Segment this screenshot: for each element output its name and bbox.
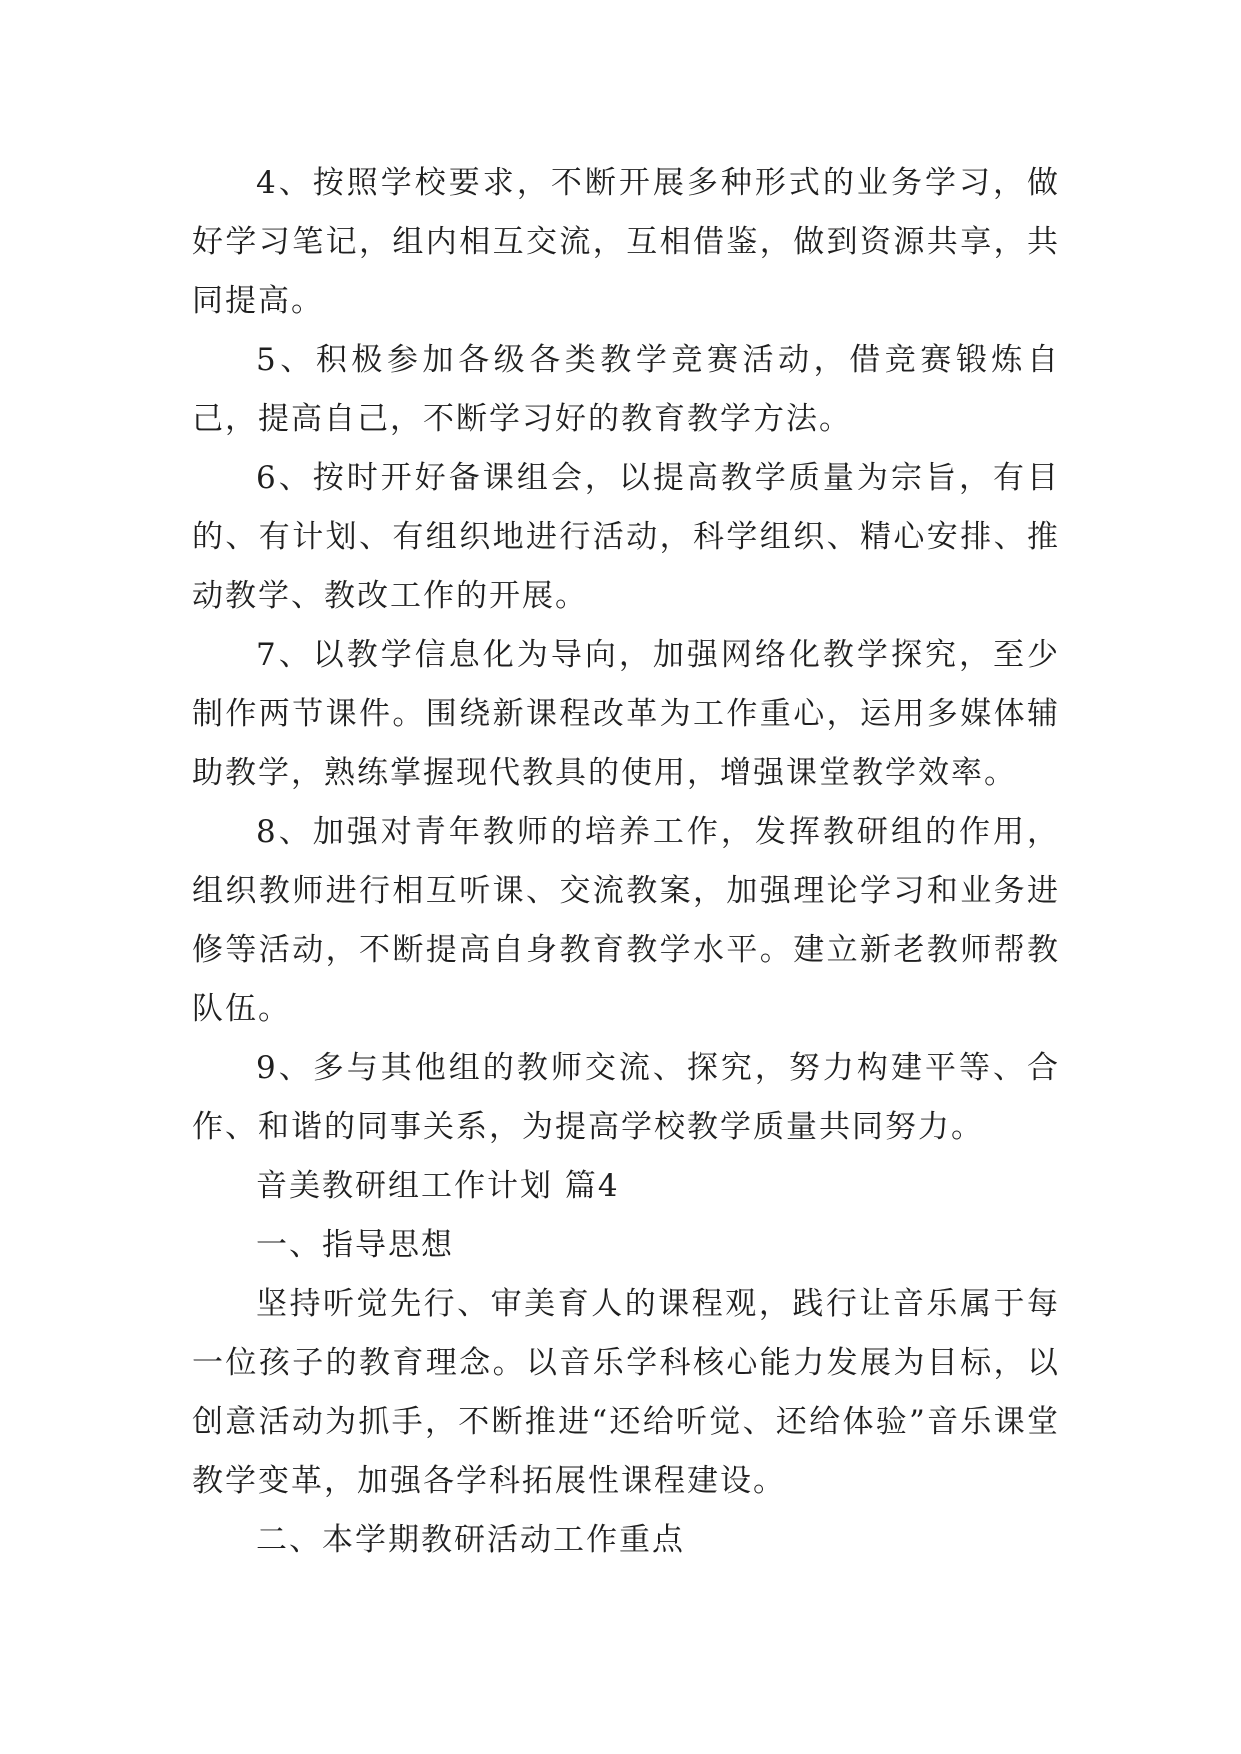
paragraph-item-7: 7、以教学信息化为导向，加强网络化教学探究，至少制作两节课件。围绕新课程改革为工作重心，运用多媒体辅助教学，熟练掌握现代教具的使用，增强课堂教学效率。 xyxy=(192,637,1060,791)
paragraph-item-6: 6、按时开好备课组会，以提高教学质量为宗旨，有目的、有计划、有组织地进行活动，科学组织、精心安排、推动教学、教改工作的开展。 xyxy=(192,460,1060,614)
paragraph-item-4: 4、按照学校要求，不断开展多种形式的业务学习，做好学习笔记，组内相互交流，互相借鉴，做到资源共享，共同提高。 xyxy=(192,165,1060,319)
paragraph-item-9: 9、多与其他组的教师交流、探究，努力构建平等、合作、和谐的同事关系，为提高学校教学质量共同努力。 xyxy=(192,1050,1060,1145)
subheading-semester-focus: 二、本学期教研活动工作重点 xyxy=(256,1522,685,1558)
subheading-guiding-ideology: 一、指导思想 xyxy=(256,1227,454,1263)
paragraph-guiding-ideology: 坚持听觉先行、审美育人的课程观，践行让音乐属于每一位孩子的教育理念。以音乐学科核心能力发展为目标，以创意活动为抓手，不断推进“还给听觉、还给体验”音乐课堂教学变革，加强各学科拓展性课程建设。 xyxy=(192,1286,1060,1499)
paragraph-item-5: 5、积极参加各级各类教学竞赛活动，借竞赛锻炼自己，提高自己，不断学习好的教育教学方法。 xyxy=(192,342,1060,437)
paragraph-item-8: 8、加强对青年教师的培养工作，发挥教研组的作用，组织教师进行相互听课、交流教案，加强理论学习和业务进修等活动，不断提高自身教育教学水平。建立新老教师帮教队伍。 xyxy=(192,814,1060,1027)
document-body xyxy=(192,154,1060,1570)
section-heading: 音美教研组工作计划 篇4 xyxy=(256,1168,620,1204)
